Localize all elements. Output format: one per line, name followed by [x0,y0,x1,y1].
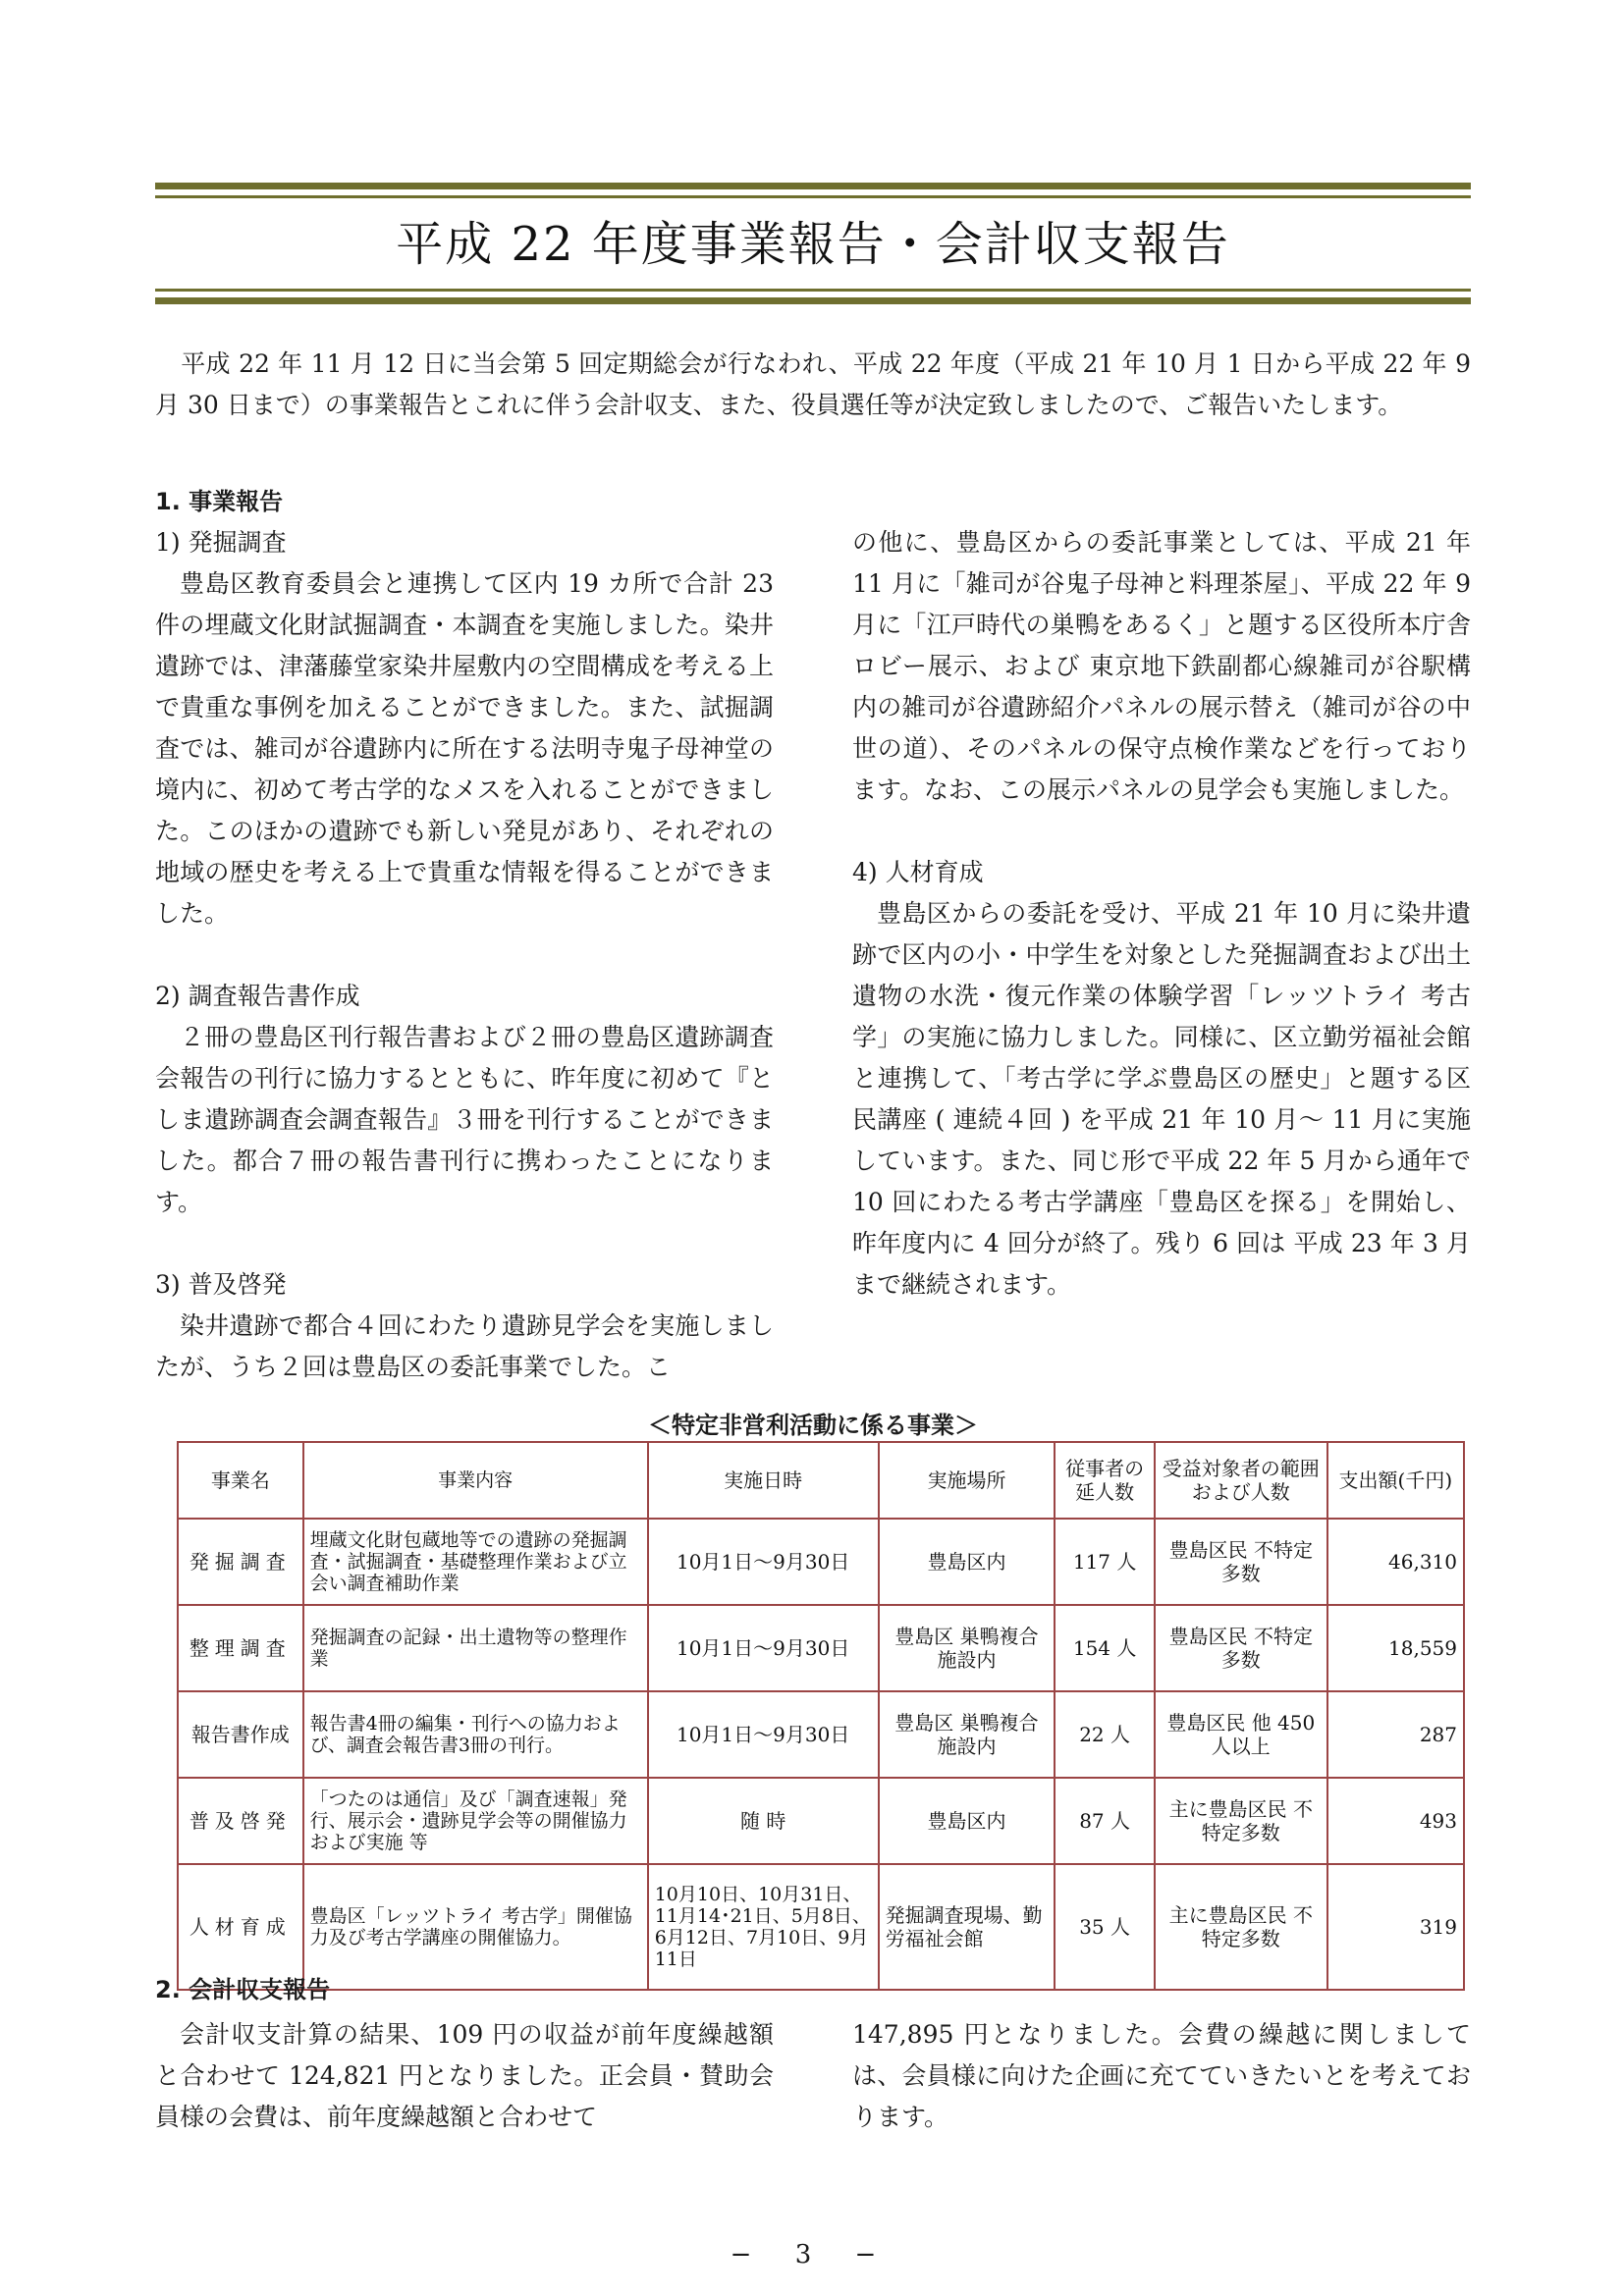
title-rule-bottom-thick [155,297,1471,304]
item2-title: 2) 調査報告書作成 [155,982,360,1010]
cell-place: 豊島区内 [879,1778,1056,1864]
item1-body: 豊島区教育委員会と連携して区内 19 カ所で合計 23 件の埋蔵文化財試掘調査・本調査を実施しました。染井遺跡では、津藩藤堂家染井屋敷内の空間構成を考える上で貴重な事例を加えることができました。また、試掘調査では、雑司が谷遺跡内に所在する法明寺鬼子母神堂の境内に、初めて考古学的なメスを入れることができました。このほかの遺跡でも新しい発見があり、それぞれの地域の歴史を考える上で貴重な情報を得ることができました。 [155,569,774,928]
section2-right-column [852,2014,1471,2138]
cell-date: 10月10日、10月31日、11月14･21日、5月8日、6月12日、7月10日、9月11日 [648,1864,879,1990]
section2-heading: 2. 会計収支報告 [155,1976,331,2003]
spacer [155,934,774,976]
table-row [178,1519,1464,1605]
cell-name: 発掘調査 [178,1519,303,1605]
cell-date: 随 時 [648,1778,879,1864]
cell-beneficiaries: 主に豊島区民 不特定多数 [1155,1778,1327,1864]
section2-body-left: 会計収支計算の結果、109 円の収益が前年度繰越額と合わせて 124,821 円となりました。正会員・賛助会員様の会費は、前年度繰越額と合わせて [155,2020,774,2131]
cell-beneficiaries: 主に豊島区民 不特定多数 [1155,1864,1327,1990]
cell-place: 豊島区 巣鴨複合施設内 [879,1605,1056,1691]
cell-amount: 46,310 [1327,1519,1464,1605]
section2-left-column [155,2014,774,2138]
cell-name: 人材育成 [178,1864,303,1990]
cell-desc: 発掘調査の記録・出土遺物等の整理作業 [303,1605,648,1691]
cell-date: 10月1日～9月30日 [648,1691,879,1778]
cell-date: 10月1日～9月30日 [648,1519,879,1605]
table-header-row [178,1442,1464,1519]
header-place: 実施場所 [879,1442,1056,1519]
table-caption: ＜特定非営利活動に係る事業＞ [648,1412,978,1439]
header-desc: 事業内容 [303,1442,648,1519]
item4-title: 4) 人材育成 [852,858,984,886]
cell-staff: 87 人 [1055,1778,1155,1864]
section2-body-right: 147,895 円となりました。会費の繰越に関しましては、会員様に向けた企画に充てていきたいとを考えております。 [852,2020,1471,2131]
cell-desc: 報告書4冊の編集・刊行への協力および、調査会報告書3冊の刊行。 [303,1691,648,1778]
page-number: − 3 − [730,2240,894,2269]
intro-paragraph: 平成 22 年 11 月 12 日に当会第 5 回定期総会が行なわれ、平成 22 年度（平成 21 年 10 月 1 日から平成 22 年 9 月 30 日まで）の事業報告とこれに伴う会計収支、また、役員選任等が決定致しましたので、ご報告いたします。 [155,349,1471,419]
item3-title: 3) 普及啓発 [155,1270,287,1299]
table-row [178,1691,1464,1778]
cell-place: 豊島区内 [879,1519,1056,1605]
cell-name: 報告書作成 [178,1691,303,1778]
cell-staff: 22 人 [1055,1691,1155,1778]
cell-name: 普及啓発 [178,1778,303,1864]
table-row [178,1864,1464,1990]
header-beneficiaries: 受益対象者の範囲および人数 [1155,1442,1327,1519]
section1-right-column [852,522,1471,1306]
item2-body: ２冊の豊島区刊行報告書および２冊の豊島区遺跡調査会報告の刊行に協力するとともに、昨年度に初めて『としま遺跡調査会調査報告』３冊を刊行することができました。都合７冊の報告書刊行に携わったことになります。 [155,1023,774,1216]
cell-desc: 豊島区「レッツトライ 考古学」開催協力及び考古学講座の開催協力。 [303,1864,648,1990]
cell-amount: 493 [1327,1778,1464,1864]
cell-beneficiaries: 豊島区民 不特定多数 [1155,1519,1327,1605]
cell-desc: 埋蔵文化財包蔵地等での遺跡の発掘調査・試掘調査・基礎整理作業および立会い調査補助作業 [303,1519,648,1605]
cell-amount: 287 [1327,1691,1464,1778]
header-amount: 支出額(千円) [1327,1442,1464,1519]
table-row [178,1778,1464,1864]
section1-left-column [155,481,774,1388]
header-staff: 従事者の延人数 [1055,1442,1155,1519]
cell-amount: 18,559 [1327,1605,1464,1691]
cell-place: 発掘調査現場、勤労福祉会館 [879,1864,1056,1990]
spacer [155,1223,774,1264]
item3-continuation: の他に、豊島区からの委託事業としては、平成 21 年 11 月に「雑司が谷鬼子母神と料理茶屋」、平成 22 年 9 月に「江戸時代の巣鴨をあるく」と題する区役所本庁舎ロビー展示、および 東京地下鉄副都心線雑司が谷駅構内の雑司が谷遺跡紹介パネルの展示替え（雑司が谷の中世の道）、そのパネルの保守点検作業などを行っております。なお、この展示パネルの見学会も実施しました。 [852,528,1471,804]
title-rule-bottom-thin [155,289,1471,292]
cell-beneficiaries: 豊島区民 他 450人以上 [1155,1691,1327,1778]
title-rule-top-thin [155,195,1471,198]
cell-staff: 117 人 [1055,1519,1155,1605]
header-name: 事業名 [178,1442,303,1519]
activities-table [177,1441,1465,1991]
cell-amount: 319 [1327,1864,1464,1990]
cell-date: 10月1日～9月30日 [648,1605,879,1691]
cell-desc: 「つたのは通信」及び「調査速報」発行、展示会・遺跡見学会等の開催協力および実施 等 [303,1778,648,1864]
cell-name: 整理調査 [178,1605,303,1691]
spacer [852,811,1471,852]
header-date: 実施日時 [648,1442,879,1519]
item4-body: 豊島区からの委託を受け、平成 21 年 10 月に染井遺跡で区内の小・中学生を対象とした発掘調査および出土遺物の水洗・復元作業の体験学習「レッツトライ 考古学」の実施に協力しました。同様に、区立勤労福祉会館と連携して、「考古学に学ぶ豊島区の歴史」と題する区民講座 ( 連続４回 ) を平成 21 年 10 月～ 11 月に実施しています。また、同じ形で平成 22 年 5 月から通年で 10 回にわたる考古学講座「豊島区を探る」を開始し、昨年度内に 4 回分が終了。残り 6 回は 平成 23 年 3 月まで継続されます。 [852,899,1471,1299]
section1-heading: 1. 事業報告 [155,488,284,515]
item3-body: 染井遺跡で都合４回にわたり遺跡見学会を実施しましたが、うち２回は豊島区の委託事業でした。こ [155,1311,774,1381]
item1-title: 1) 発掘調査 [155,528,287,557]
cell-staff: 154 人 [1055,1605,1155,1691]
page-title: 平成 22 年度事業報告・会計収支報告 [396,217,1230,272]
cell-staff: 35 人 [1055,1864,1155,1990]
table-row [178,1605,1464,1691]
title-rule-top-thick [155,183,1471,189]
cell-beneficiaries: 豊島区民 不特定多数 [1155,1605,1327,1691]
cell-place: 豊島区 巣鴨複合施設内 [879,1691,1056,1778]
